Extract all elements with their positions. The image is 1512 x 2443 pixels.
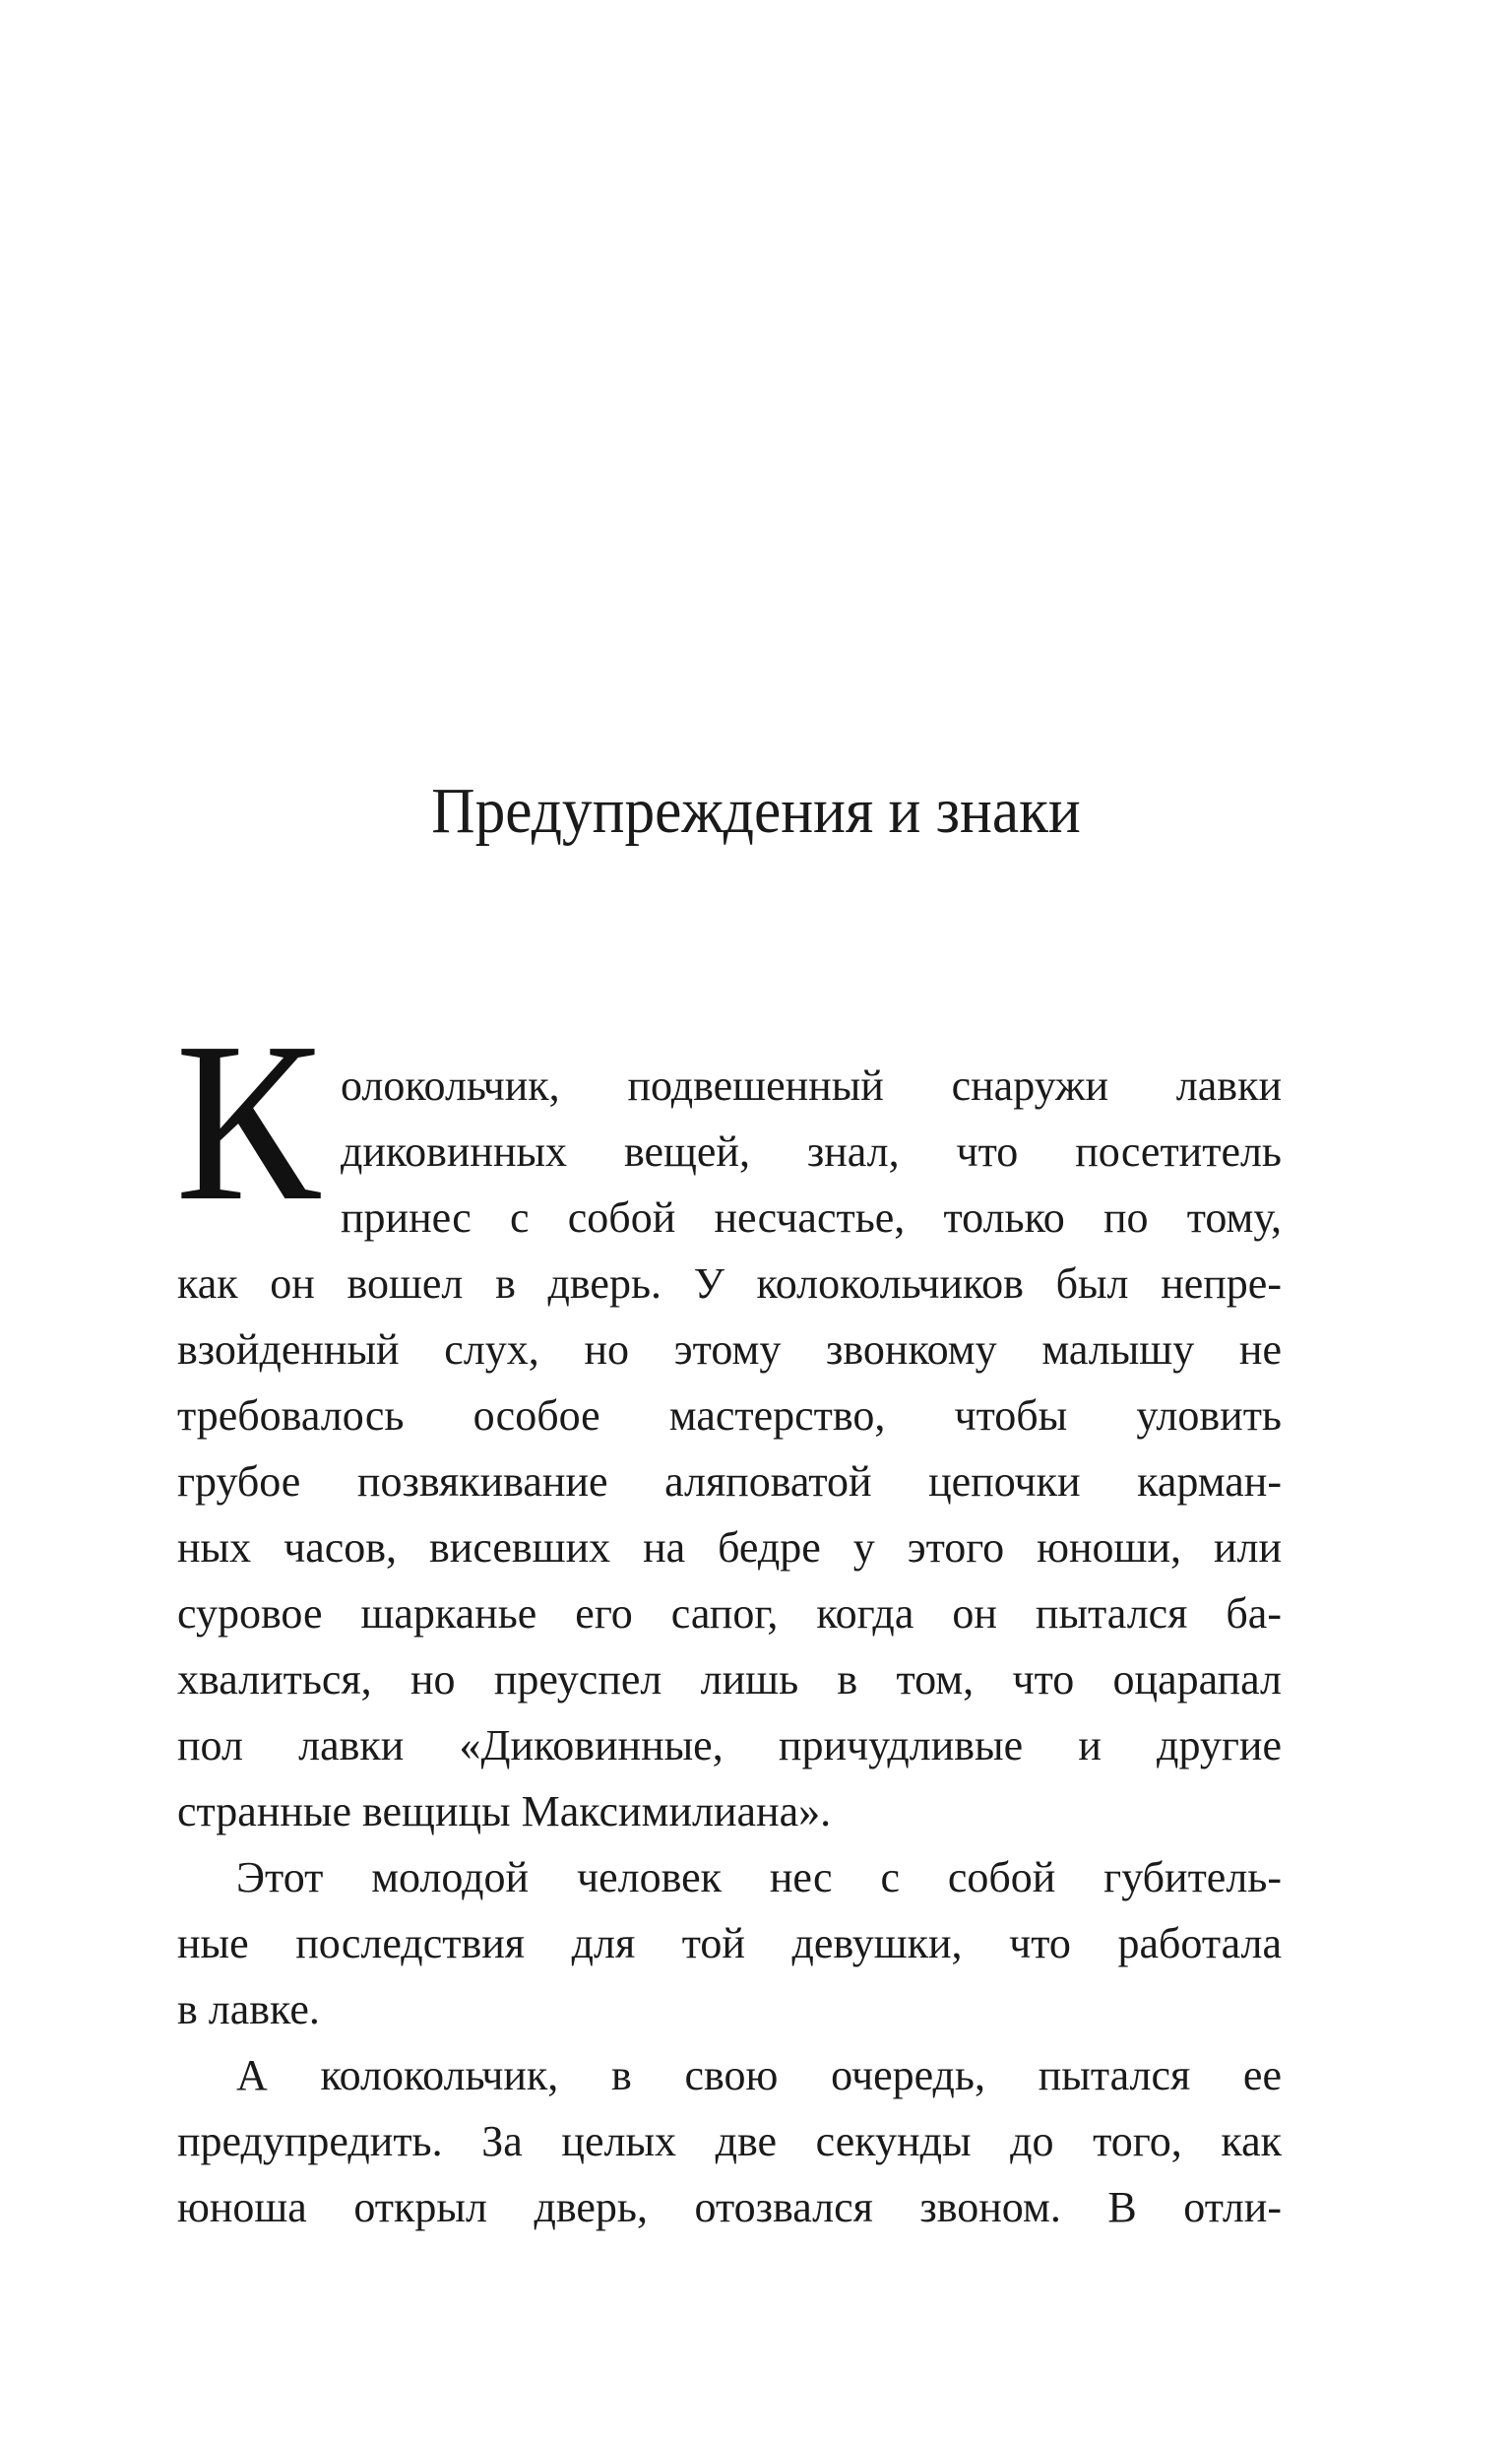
drop-cap-letter: К bbox=[175, 996, 321, 1249]
text-line: пол лавки «Диковинные, причудливые и другие bbox=[177, 1721, 1282, 1769]
text-line: грубое позвякивание аляповатой цепочки карман- bbox=[177, 1457, 1282, 1506]
text-line: принес с собой несчастье, только по тому, bbox=[341, 1193, 1282, 1242]
text-line: суровое шарканье его сапог, когда он пытался ба- bbox=[177, 1589, 1282, 1638]
text-line: ных часов, висевших на бедре у этого юноши, или bbox=[177, 1523, 1282, 1572]
text-line: диковинных вещей, знал, что посетитель bbox=[341, 1127, 1282, 1176]
text-line: требовалось особое мастерство, чтобы уловить bbox=[177, 1391, 1282, 1440]
chapter-title: Предупреждения и знаки bbox=[431, 775, 1081, 848]
text-line: в лавке. bbox=[177, 1985, 320, 2033]
text-line: странные вещицы Максимилиана». bbox=[177, 1787, 832, 1835]
text-line: А колокольчик, в свою очередь, пытался ее bbox=[236, 2051, 1282, 2099]
text-line: олокольчик, подвешенный снаружи лавки bbox=[341, 1061, 1282, 1110]
text-line: взойденный слух, но этому звонкому малышу не bbox=[177, 1325, 1282, 1374]
text-line: как он вошел в дверь. У колокольчиков был непре- bbox=[177, 1259, 1282, 1308]
text-line: Этот молодой человек нес с собой губитель- bbox=[236, 1853, 1282, 1901]
text-line: хвалиться, но преуспел лишь в том, что оцарапал bbox=[177, 1655, 1282, 1704]
text-line: ные последствия для той девушки, что работала bbox=[177, 1919, 1282, 1967]
text-line: предупредить. За целых две секунды до того, как bbox=[177, 2117, 1282, 2165]
text-line: юноша открыл дверь, отозвался звоном. В отли- bbox=[177, 2183, 1282, 2231]
